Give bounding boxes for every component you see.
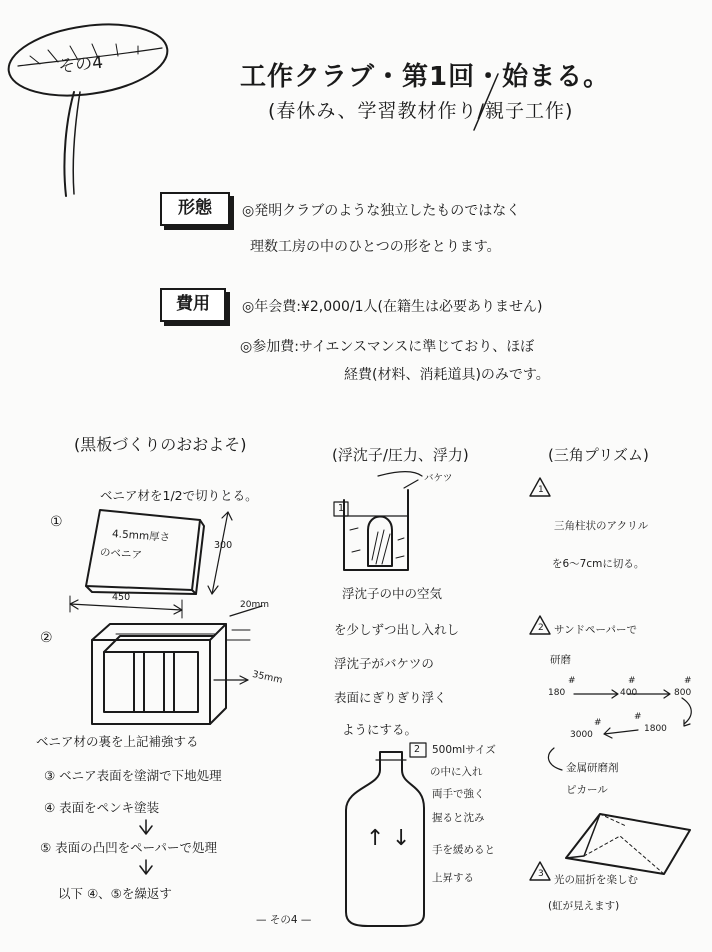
prism-step-2-line-2: 研磨 bbox=[550, 654, 571, 666]
prism-step-1-line-2: を6〜7cmに切る。 bbox=[552, 558, 645, 570]
grit-3000: 3000 bbox=[570, 730, 593, 740]
polish-compound-line-2: ピカール bbox=[566, 784, 608, 796]
diver-step-2-line-2: の中に入れ bbox=[430, 766, 483, 778]
cost-text-line-2: ◎参加費:サイエンスマンスに準じており、ほぼ bbox=[240, 339, 535, 355]
dimension-35mm: 35mm bbox=[251, 668, 284, 687]
grit-mark-3: # bbox=[684, 676, 692, 686]
grit-400: 400 bbox=[620, 688, 638, 698]
prism-step-2-number: 2 bbox=[538, 623, 544, 633]
dimension-300: 300 bbox=[214, 540, 233, 551]
blackboard-heading: (黒板づくりのおおよそ) bbox=[74, 435, 247, 454]
diver-desc-line-3: 浮沈子がバケツの bbox=[334, 656, 434, 671]
blackboard-step-4: ④ 表面をペンキ塗装 bbox=[44, 800, 160, 815]
diver-desc-line-4: 表面にぎりぎり浮く bbox=[334, 690, 447, 705]
cartesian-diver-heading: (浮沈子/圧力、浮力) bbox=[332, 446, 469, 464]
prism-step-1-line-1: 三角柱状のアクリル bbox=[554, 520, 649, 532]
diver-step-2-number: 2 bbox=[414, 744, 421, 755]
diver-desc-line-2: を少しずつ出し入れし bbox=[334, 622, 460, 637]
blackboard-repeat-note: 以下 ④、⑤を繰返す bbox=[58, 886, 172, 901]
grit-800: 800 bbox=[674, 688, 692, 698]
grit-mark-2: # bbox=[628, 676, 636, 686]
prism-step-2-line-1: サンドペーパーで bbox=[554, 624, 637, 636]
diver-desc-line-1: 浮沈子の中の空気 bbox=[342, 586, 443, 601]
grit-mark-1: # bbox=[568, 676, 576, 686]
cost-text-line-1: ◎年会費:¥2,000/1人(在籍生は必要ありません) bbox=[242, 299, 543, 315]
page-footer: — その4 — bbox=[256, 914, 312, 926]
blackboard-step-2-number: ② bbox=[40, 630, 53, 646]
bucket-label: バケツ bbox=[424, 473, 453, 484]
diver-step-1-number: 1 bbox=[338, 503, 345, 514]
prism-step-3-line-2: (虹が見えます) bbox=[548, 900, 620, 912]
cost-text-line-3: 経費(材料、消耗道具)のみです。 bbox=[344, 367, 550, 383]
diver-step-2-line-5: 手を緩めると bbox=[432, 844, 495, 856]
diver-step-2-line-6: 上昇する bbox=[432, 872, 474, 884]
down-arrow-icon: ↓ bbox=[392, 826, 411, 851]
prism-heading: (三角プリズム) bbox=[548, 446, 649, 464]
dimension-450: 450 bbox=[112, 592, 131, 603]
diver-desc-line-5: ようにする。 bbox=[342, 722, 418, 737]
blackboard-step-3: ③ ベニア表面を塗湖で下地処理 bbox=[44, 768, 222, 783]
grit-1800: 1800 bbox=[644, 724, 667, 734]
up-arrow-icon: ↑ bbox=[366, 826, 385, 851]
page-subtitle: (春休み、学習教材作り/親子工作) bbox=[268, 100, 574, 122]
dimension-20mm: 20mm bbox=[240, 600, 269, 610]
grit-mark-4: # bbox=[634, 712, 642, 722]
diver-step-2-line-4: 握ると沈み bbox=[432, 812, 485, 824]
diver-step-2-line-3: 両手で強く bbox=[432, 788, 485, 800]
board-thickness-text: 4.5mm厚さ bbox=[111, 527, 171, 545]
prism-step-3-line-1: 光の屈折を楽しむ bbox=[554, 874, 638, 886]
board-material-text: のベニア bbox=[99, 546, 143, 562]
page-title: 工作クラブ・第1回・始まる。 bbox=[240, 62, 611, 92]
page-badge: その4 bbox=[57, 52, 105, 78]
blackboard-step-5: ⑤ 表面の凸凹をペーパーで処理 bbox=[40, 840, 218, 855]
grit-180: 180 bbox=[548, 688, 566, 698]
form-label: 形態 bbox=[160, 192, 230, 226]
form-text-line-2: 理数工房の中のひとつの形をとります。 bbox=[250, 239, 501, 255]
reinforce-note: ベニア材の裏を上記補強する bbox=[36, 734, 199, 749]
blackboard-step-1-number: ① bbox=[50, 514, 63, 530]
polish-compound-line-1: 金属研磨剤 bbox=[566, 762, 619, 774]
diver-step-2-line-1: 500mlサイズ bbox=[432, 744, 496, 756]
form-text-line-1: ◎発明クラブのような独立したものではなく bbox=[242, 203, 521, 219]
blackboard-cut-note: ベニア材を1/2で切りとる。 bbox=[100, 488, 258, 503]
grit-mark-5: # bbox=[594, 718, 602, 728]
prism-step-1-number: 1 bbox=[538, 485, 544, 495]
cost-label: 費用 bbox=[160, 288, 226, 322]
prism-step-3-number: 3 bbox=[538, 869, 544, 879]
